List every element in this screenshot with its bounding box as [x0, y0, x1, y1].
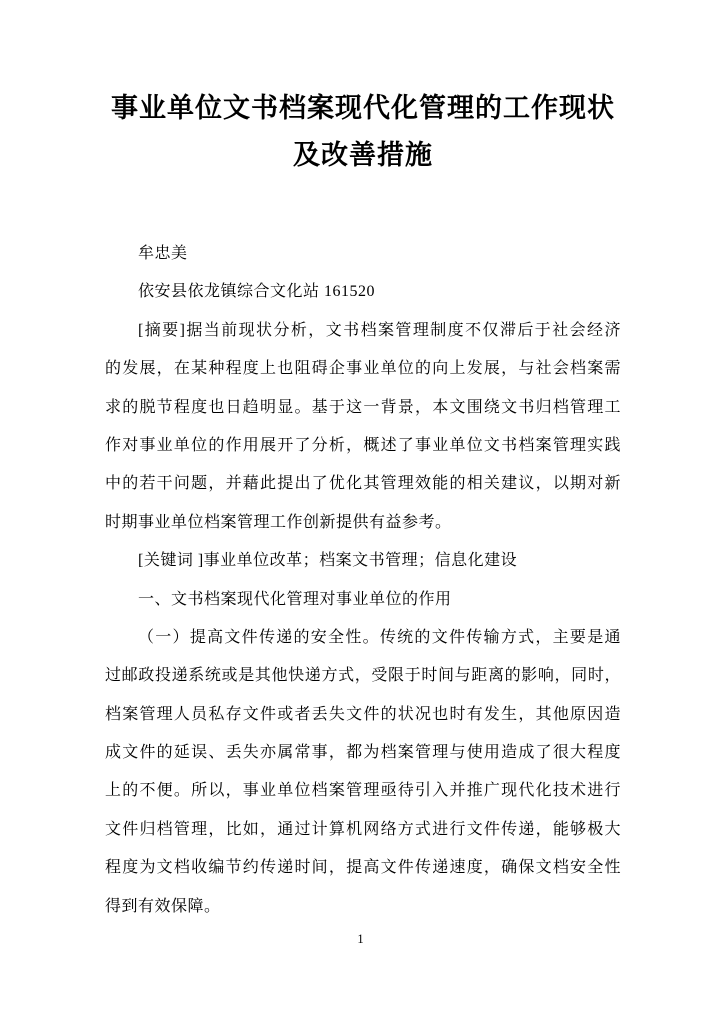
- page-number: 1: [357, 932, 364, 946]
- line-abstract: [摘要]据当前现状分析，文书档案管理制度不仅滞后于社会经济: [138, 321, 621, 339]
- line-paragraph: （一）提高文件传递的安全性。传统的文件传输方式，主要是通: [138, 628, 621, 646]
- title-line-2: 及改善措施: [293, 140, 433, 170]
- line-section-heading: 一、文书档案现代化管理对事业单位的作用: [138, 590, 452, 608]
- line-affiliation: 依安县依龙镇综合文化站 161520: [138, 283, 376, 301]
- line-paragraph: 文件归档管理，比如，通过计算机网络方式进行文件传递，能够极大: [105, 820, 621, 838]
- page-title: [105, 85, 621, 179]
- line-abstract: 的发展，在某种程度上也阻碍企事业单位的向上发展，与社会档案需: [105, 360, 621, 378]
- title-line-1: 事业单位文书档案现代化管理的工作现状: [111, 93, 615, 123]
- line-paragraph: 成文件的延误、丢失亦属常事，都为档案管理与使用造成了很大程度: [105, 744, 621, 762]
- line-keywords: [关键词 ]事业单位改革；档案文书管理；信息化建设: [138, 552, 518, 570]
- line-paragraph: 程度为文档收编节约传递时间，提高文件传递速度，确保文档安全性: [105, 859, 621, 877]
- line-abstract: 求的脱节程度也日趋明显。基于这一背景，本文围绕文书归档管理工: [105, 398, 621, 416]
- line-abstract: 中的若干问题，并藉此提出了优化其管理效能的相关建议，以期对新: [105, 475, 621, 493]
- body-lines: [105, 235, 621, 926]
- line-abstract: 作对事业单位的作用展开了分析，概述了事业单位文书档案管理实践: [105, 436, 621, 454]
- line-paragraph: 得到有效保障。: [105, 897, 221, 915]
- line-abstract: 时期事业单位档案管理工作创新提供有益参考。: [105, 513, 452, 531]
- line-paragraph: 过邮政投递系统或是其他快递方式，受限于时间与距离的影响，同时，: [105, 667, 621, 685]
- line-paragraph: 档案管理人员私存文件或者丢失文件的状况也时有发生，其他原因造: [105, 705, 621, 723]
- line-author: 牟忠美: [138, 245, 188, 262]
- line-paragraph: 上的不便。所以，事业单位档案管理亟待引入并推广现代化技术进行: [105, 782, 621, 800]
